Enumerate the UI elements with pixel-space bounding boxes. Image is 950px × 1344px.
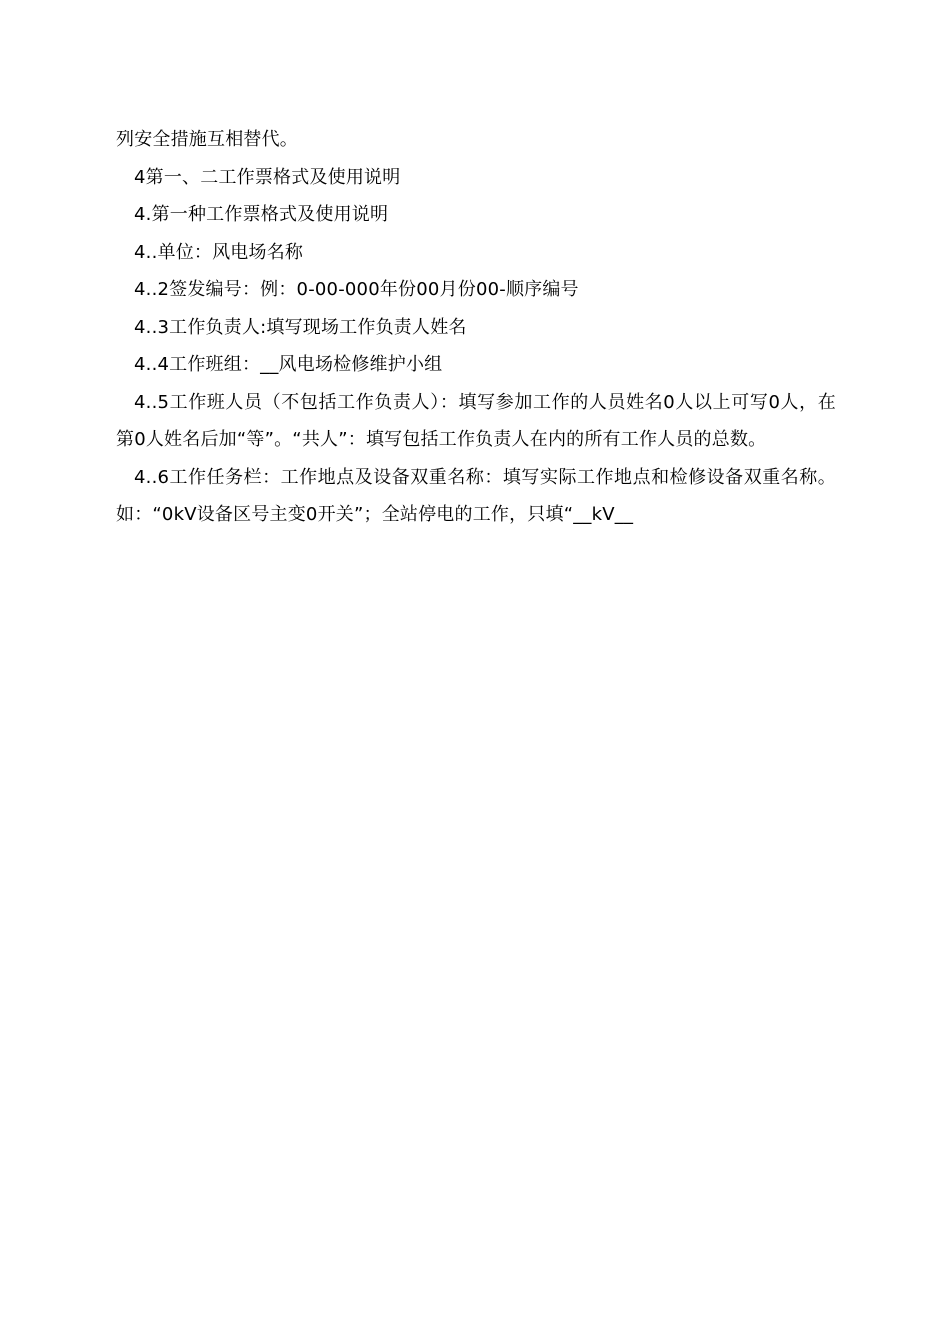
paragraph-work-task: 4..6工作任务栏：工作地点及设备双重名称：填写实际工作地点和检修设备双重名称。如：“0kV设备区号主变0开关”；全站停电的工作，只填“__kV__ xyxy=(116,466,836,525)
section-heading-work-ticket-format: 4第一、二工作票格式及使用说明 xyxy=(134,166,401,188)
paragraph-continuation: 列安全措施互相替代。 xyxy=(116,129,298,150)
subsection-heading-first-ticket: 4.第一种工作票格式及使用说明 xyxy=(134,204,389,225)
document-body xyxy=(116,121,836,534)
paragraph-team-members: 4..5工作班人员（不包括工作负责人）：填写参加工作的人员姓名0人以上可写0人，在第0人姓名后加“等”。“共人”：填写包括工作负责人在内的所有工作人员的总数。 xyxy=(116,391,836,450)
paragraph-unit: 4..单位：风电场名称 xyxy=(134,241,304,263)
paragraph-issue-number: 4..2签发编号：例：0-00-000年份00月份00-顺序编号 xyxy=(134,279,579,300)
paragraph-work-leader: 4..3工作负责人:填写现场工作负责人姓名 xyxy=(134,316,467,338)
paragraph-work-team: 4..4工作班组：__风电场检修维护小组 xyxy=(134,354,443,375)
